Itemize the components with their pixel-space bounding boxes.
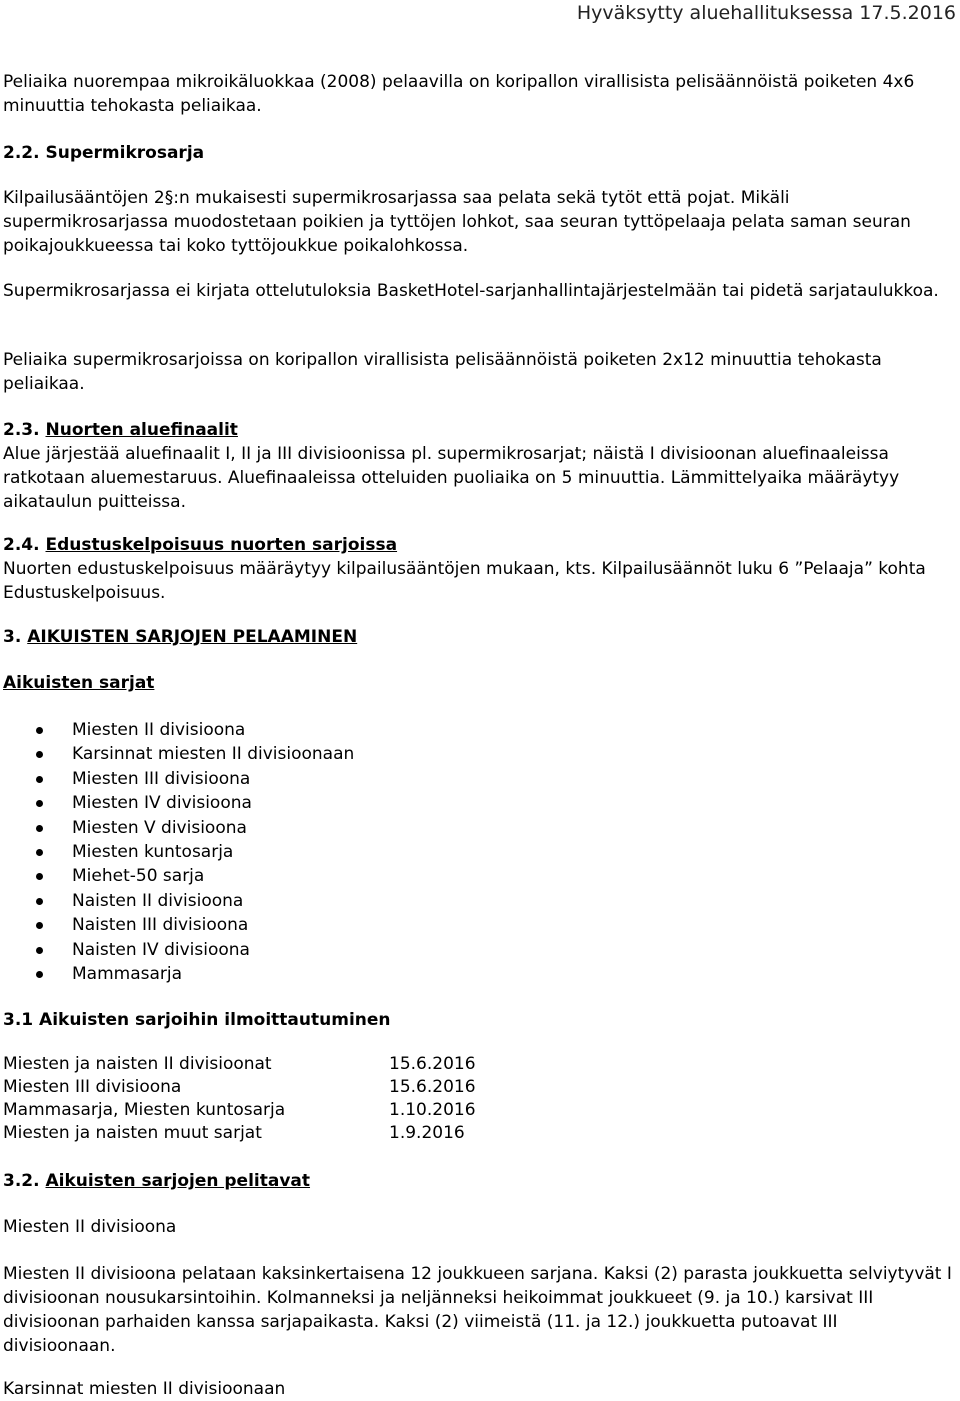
heading-3-2 xyxy=(3,1169,953,1193)
paragraph-peliaika-mikro: Peliaika nuorempaa mikroikäluokkaa (2008) pelaavilla on koripallon virallisista pelisäännöistä poiketen 4x6 minuuttia tehokasta peliaikaa. xyxy=(3,72,915,116)
bullet-icon xyxy=(36,947,43,954)
paragraph-miesten-ii: Miesten II divisioona pelataan kaksinkertaisena 12 joukkueen sarjana. Kaksi (2) parasta joukkuetta selviytyvät I divisioonan nousukarsintoihin. Kolmanneksi ja neljänneksi heikoimmat joukkueet (9. ja 10.) karsivat III divisioonan parhaiden kanssa sarjapaikasta. Kaksi (2) viimeistä (11. ja 12.) joukkuetta putoavat III divisioonaan. xyxy=(3,1264,952,1356)
list-item xyxy=(3,767,354,791)
list-item-label: Miesten IV divisioona xyxy=(72,793,252,814)
date-cell: 15.6.2016 xyxy=(389,1054,476,1074)
date-cell: 15.6.2016 xyxy=(389,1077,476,1097)
bullet-icon xyxy=(36,849,43,856)
paragraph-edustuskelpoisuus: Nuorten edustuskelpoisuus määräytyy kilpailusääntöjen mukaan, kts. Kilpailusäännöt luku 6 ”Pelaaja” kohta Edustuskelpoisuus. xyxy=(3,559,926,603)
heading-title: Aikuisten sarjojen pelitavat xyxy=(45,1171,311,1191)
heading-title: Edustuskelpoisuus nuorten sarjoissa xyxy=(45,535,398,555)
heading-title: AIKUISTEN SARJOJEN PELAAMINEN xyxy=(27,627,358,647)
list-item-label: Miesten kuntosarja xyxy=(72,841,234,862)
list-item xyxy=(3,791,354,815)
series-cell: Mammasarja, Miesten kuntosarja xyxy=(3,1100,286,1120)
subheading-karsinnat: Karsinnat miesten II divisioonaan xyxy=(3,1379,286,1399)
heading-2-3 xyxy=(3,418,953,442)
series-cell: Miesten ja naisten muut sarjat xyxy=(3,1123,262,1143)
list-item xyxy=(3,742,354,766)
list-item xyxy=(3,718,354,742)
heading-3-1: 3.1 Aikuisten sarjoihin ilmoittautuminen xyxy=(3,1010,391,1030)
heading-2-4 xyxy=(3,533,953,557)
bullet-icon xyxy=(36,825,43,832)
list-item-label: Naisten II divisioona xyxy=(72,890,244,911)
series-cell: Miesten ja naisten II divisioonat xyxy=(3,1054,272,1074)
heading-number: 2.4. xyxy=(3,535,46,555)
bullet-icon xyxy=(36,971,43,978)
subheading-aikuisten-sarjat: Aikuisten sarjat xyxy=(3,673,155,693)
heading-number: 3.2. xyxy=(3,1171,46,1191)
heading-3 xyxy=(3,625,953,649)
list-item-label: Mammasarja xyxy=(72,963,183,984)
list-item-label: Miehet-50 sarja xyxy=(72,866,205,887)
list-item xyxy=(3,864,354,888)
bullet-icon xyxy=(36,873,43,880)
list-item xyxy=(3,816,354,840)
bullet-icon xyxy=(36,727,43,734)
heading-title: Supermikrosarja xyxy=(45,143,205,163)
page-header: Hyväksytty aluehallituksessa 17.5.2016 xyxy=(576,2,956,24)
list-item xyxy=(3,889,354,913)
bullet-icon xyxy=(36,922,43,929)
bullet-icon xyxy=(36,751,43,758)
list-item-label: Miesten V divisioona xyxy=(72,817,247,838)
heading-title: Nuorten aluefinaalit xyxy=(45,420,238,440)
subheading-miesten-ii: Miesten II divisioona xyxy=(3,1217,177,1237)
list-item xyxy=(3,913,354,937)
list-item xyxy=(3,962,354,986)
paragraph-supermikro-3: Peliaika supermikrosarjoissa on koripallon virallisista pelisäännöistä poiketen 2x12 minuuttia tehokasta peliaikaa. xyxy=(3,350,882,394)
list-item-label: Miesten III divisioona xyxy=(72,768,251,789)
bullet-icon xyxy=(36,776,43,783)
paragraph-supermikro-1: Kilpailusääntöjen 2§:n mukaisesti supermikrosarjassa saa pelata sekä tytöt että pojat. Mikäli supermikrosarjassa muodostetaan poikien ja tyttöjen lohkot, saa seuran tyttöpelaaja pelata saman seuran poikajoukkueessa tai koko tyttöjoukkue poikalohkossa. xyxy=(3,188,911,256)
list-item-label: Karsinnat miesten II divisioonaan xyxy=(72,744,355,765)
section-2-3 xyxy=(3,418,953,514)
date-cell: 1.9.2016 xyxy=(389,1123,465,1143)
list-item-label: Miesten II divisioona xyxy=(72,720,246,740)
bullet-icon xyxy=(36,898,43,905)
bullet-icon xyxy=(36,800,43,807)
heading-number: 2.3. xyxy=(3,420,46,440)
heading-number: 3. xyxy=(3,627,28,647)
list-item xyxy=(3,840,354,864)
heading-number: 2.2. xyxy=(3,143,46,163)
series-cell: Miesten III divisioona xyxy=(3,1077,182,1097)
list-item-label: Naisten IV divisioona xyxy=(72,939,250,960)
list-item-label: Naisten III divisioona xyxy=(72,915,249,936)
heading-2-2 xyxy=(3,141,953,165)
date-cell: 1.10.2016 xyxy=(389,1100,476,1120)
series-list xyxy=(3,718,354,986)
paragraph-aluefinaalit: Alue järjestää aluefinaalit I, II ja III divisioonissa pl. supermikrosarjat; näistä I divisioonan aluefinaaleissa ratkotaan aluemestaruus. Aluefinaaleissa otteluiden puoliaika on 5 minuuttia. Lämmittelyaika määräytyy aikataulun puitteissa. xyxy=(3,444,900,512)
list-item xyxy=(3,938,354,962)
section-2-4 xyxy=(3,533,953,605)
paragraph-supermikro-2: Supermikrosarjassa ei kirjata ottelutuloksia BasketHotel-sarjanhallintajärjestelmään tai pidetä sarjataulukkoa. xyxy=(3,281,939,301)
